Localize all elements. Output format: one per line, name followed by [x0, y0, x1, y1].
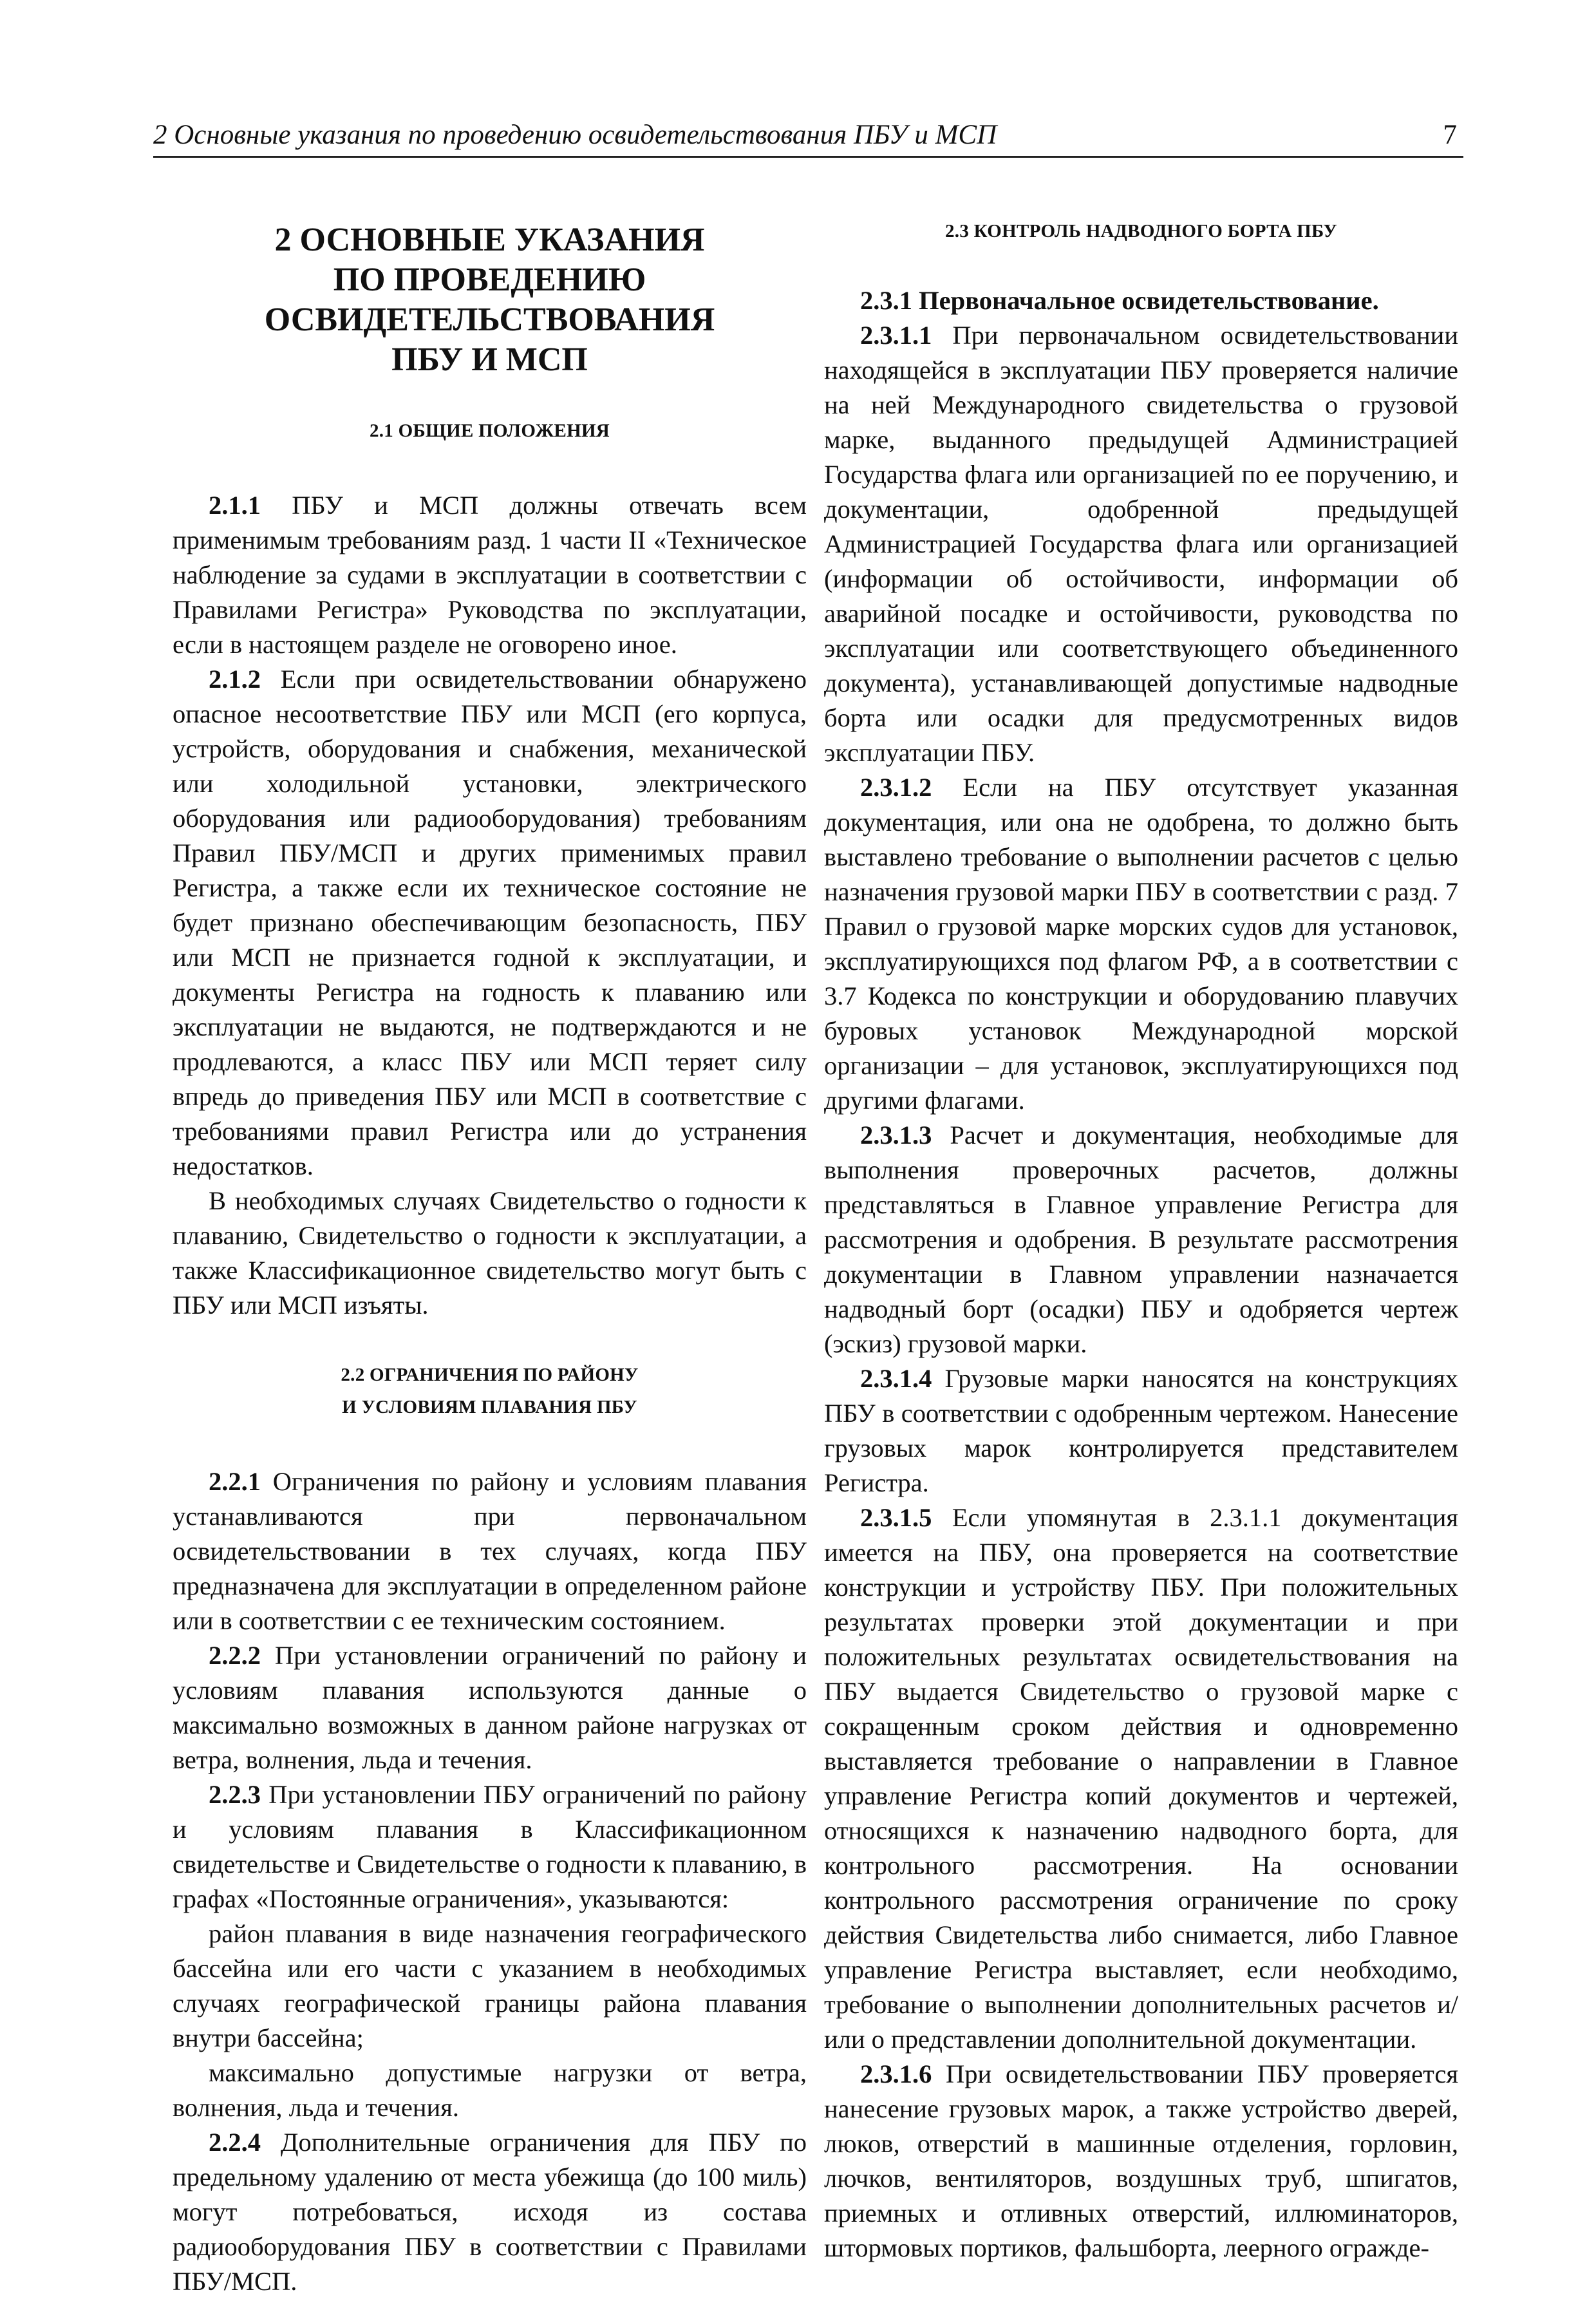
chapter-title-line: ПБУ И МСП [391, 341, 588, 378]
chapter-title-line: ОСВИДЕТЕЛЬСТВОВАНИЯ [264, 301, 715, 338]
paragraph-2-2-3-item-a: район плавания в виде назначения географического бассейна или его части с указанием в необходимых случаях географической границы района плавания внутри бассейна; [173, 1919, 807, 2052]
clause-number: 2.2.1 [209, 1467, 261, 1496]
section-heading-2-1: 2.1 ОБЩИЕ ПОЛОЖЕНИЯ [369, 421, 610, 441]
running-header [153, 115, 1463, 158]
paragraph-2-1-1 [173, 488, 807, 662]
clause-text: Если при освидетельствовании обнаружено опасное несоответствие ПБУ или МСП (его корпуса, устройств, оборудования и снабжения, механической или холодильной установки, электрического оборудования или радиооборудования) требованиям Правил ПБУ/МСП и других применимых правил Регистра, а также если их техническое состояние не будет признано обеспечивающим безопасность, ПБУ или МСП не признается годной к эксплуатации, и документы Регистра на годность к плаванию или эксплуатации не выдаются, не подтверждаются и не продлеваются, а класс ПБУ или МСП теряет силу впредь до приведения ПБУ или МСП в соответствие с требованиями правил Регистра или до устранения недостатков. [173, 665, 807, 1180]
paragraph-2-2-2 [173, 1638, 807, 1777]
paragraph-2-2-3 [173, 1777, 807, 1916]
clause-number: 2.1.1 [209, 491, 261, 520]
paragraph-2-1-2 [173, 662, 807, 1184]
clause-number: 2.2.4 [209, 2128, 261, 2157]
paragraph-2-2-3-item-b: максимально допустимые нагрузки от ветра, волнения, льда и течения. [173, 2058, 807, 2122]
paragraph-2-2-1 [173, 1464, 807, 1638]
chapter-title-line: 2 ОСНОВНЫЕ УКАЗАНИЯ [274, 222, 705, 258]
clause-text: Если на ПБУ отсутствует указанная документация, или она не одобрена, то должно быть выставлено требование о выполнении расчетов с целью назначения грузовой марки ПБУ в соответствии с разд. 7 Правил о грузовой марке морских судов для установок, эксплуатирующихся под флагом РФ, а в соответствии с 3.7 Кодекса по конструкции и оборудованию плавучих буровых установок Международной морской организации – для установок, эксплуатирующихся под другими флагами. [824, 773, 1458, 1115]
clause-number: 2.3.1.4 [860, 1364, 932, 1393]
clause-number: 2.3.1.6 [860, 2059, 932, 2088]
running-header-title: 2 Основные указания по проведению освидетельствования ПБУ и МСП [153, 120, 997, 150]
paragraph-2-3-1-2 [824, 770, 1458, 1118]
paragraph-2-1-2-cont: В необходимых случаях Свидетельство о годности к плаванию, Свидетельство о годности к эксплуатации, а также Классификационное свидетельство могут быть с ПБУ или МСП изъяты. [173, 1186, 807, 1320]
clause-number: 2.2.2 [209, 1641, 261, 1670]
clause-number: 2.3.1.3 [860, 1121, 932, 1150]
subsection-heading-2-3-1: 2.3.1 Первоначальное освидетельствование. [860, 286, 1379, 315]
clause-text: Если упомянутая в 2.3.1.1 документация имеется на ПБУ, она проверяется на соответствие конструкции и устройству ПБУ. При положительных результатах проверки этой документации и при положительных результатах освидетельствования на ПБУ выдается Свидетельство о грузовой марке с сокращенным сроком действия и одновременно выставляется требование о направлении в Главное управление Регистра копий документов и чертежей, относящихся к назначению надводного борта, для контрольного рассмотрения. На основании контрольного рассмотрения ограничение по сроку действия Свидетельства либо снимается, либо Главное управление Регистра выставляет, если необходимо, требование о выполнении дополнительных расчетов и/или о представлении дополнительной документации. [824, 1503, 1458, 2054]
right-column [824, 213, 1458, 2266]
clause-number: 2.3.1.5 [860, 1503, 932, 1532]
clause-number: 2.2.3 [209, 1780, 261, 1809]
section-heading-2-2 [173, 1359, 807, 1423]
section-heading-line: И УСЛОВИЯМ ПЛАВАНИЯ ПБУ [342, 1397, 637, 1417]
clause-text: Ограничения по району и условиям плавания устанавливаются при первоначальном освидетельствовании в тех случаях, когда ПБУ предназначена для эксплуатации в определенном районе или в соответствии с ее техническим состоянием. [173, 1467, 807, 1635]
clause-text: ПБУ и МСП должны отвечать всем применимым требованиям разд. 1 части II «Техническое наблюдение за судами в эксплуатации в соответствии с Правилами Регистра» Руководства по эксплуатации, если в настоящем разделе не оговорено иное. [173, 491, 807, 659]
paragraph-2-3-1-1 [824, 318, 1458, 770]
clause-text: При освидетельствовании ПБУ проверяется нанесение грузовых марок, а также устройство дверей, люков, отверстий в машинные отделения, горловин, лючков, вентиляторов, воздушных труб, шпигатов, приемных и отливных отверстий, иллюминаторов, штормовых портиков, фальшборта, леерного огражде- [824, 2059, 1458, 2262]
paragraph-2-3-1-6 [824, 2057, 1458, 2266]
clause-text: Грузовые марки наносятся на конструкциях ПБУ в соответствии с одобренным чертежом. Нанесение грузовых марок контролируется представителем Регистра. [824, 1364, 1458, 1497]
section-heading-2-3: 2.3 КОНТРОЛЬ НАДВОДНОГО БОРТА ПБУ [944, 221, 1338, 241]
paragraph-2-2-4 [173, 2125, 807, 2299]
page-number: 7 [1443, 120, 1457, 150]
clause-number: 2.3.1.2 [860, 773, 932, 802]
chapter-title-line: ПО ПРОВЕДЕНИЮ [333, 261, 646, 298]
clause-text: Расчет и документация, необходимые для выполнения проверочных расчетов, должны представляться в Главное управление Регистра для рассмотрения и одобрения. В результате рассмотрения документации в Главном управлении назначается надводный борт (осадки) ПБУ и одобряется чертеж (эскиз) грузовой марки. [824, 1121, 1458, 1358]
clause-text: При установлении ограничений по району и условиям плавания используются данные о максимально возможных в данном районе нагрузках от ветра, волнения, льда и течения. [173, 1641, 807, 1774]
clause-text: При установлении ПБУ ограничений по району и условиям плавания в Классификационном свидетельстве и Свидетельстве о годности к плаванию, в графах «Постоянные ограничения», указываются: [173, 1780, 807, 1913]
clause-text: При первоначальном освидетельствовании находящейся в эксплуатации ПБУ проверяется наличие на ней Международного свидетельства о грузовой марке, выданного предыдущей Администрацией Государства флага или организацией по ее поручению, и документации, одобренной предыдущей Администрацией Государства флага или организацией (информации об остойчивости, информации об аварийной посадке и остойчивости, руководства по эксплуатации или соответствующего объединенного документа), устанавливающей допустимые надводные борта или осадки для предусмотренных видов эксплуатации ПБУ. [824, 321, 1458, 767]
clause-number: 2.3.1.1 [860, 321, 932, 350]
chapter-title [173, 220, 807, 380]
paragraph-2-3-1-3 [824, 1118, 1458, 1361]
section-heading-line: 2.2 ОГРАНИЧЕНИЯ ПО РАЙОНУ [341, 1365, 639, 1385]
paragraph-2-3-1-4 [824, 1361, 1458, 1500]
paragraph-2-3-1-5 [824, 1500, 1458, 2057]
left-column [173, 213, 807, 2299]
clause-number: 2.1.2 [209, 665, 261, 694]
clause-text: Дополнительные ограничения для ПБУ по предельному удалению от места убежища (до 100 миль) могут потребоваться, исходя из состава радиооборудования ПБУ в соответствии с Правилами ПБУ/МСП. [173, 2128, 807, 2296]
